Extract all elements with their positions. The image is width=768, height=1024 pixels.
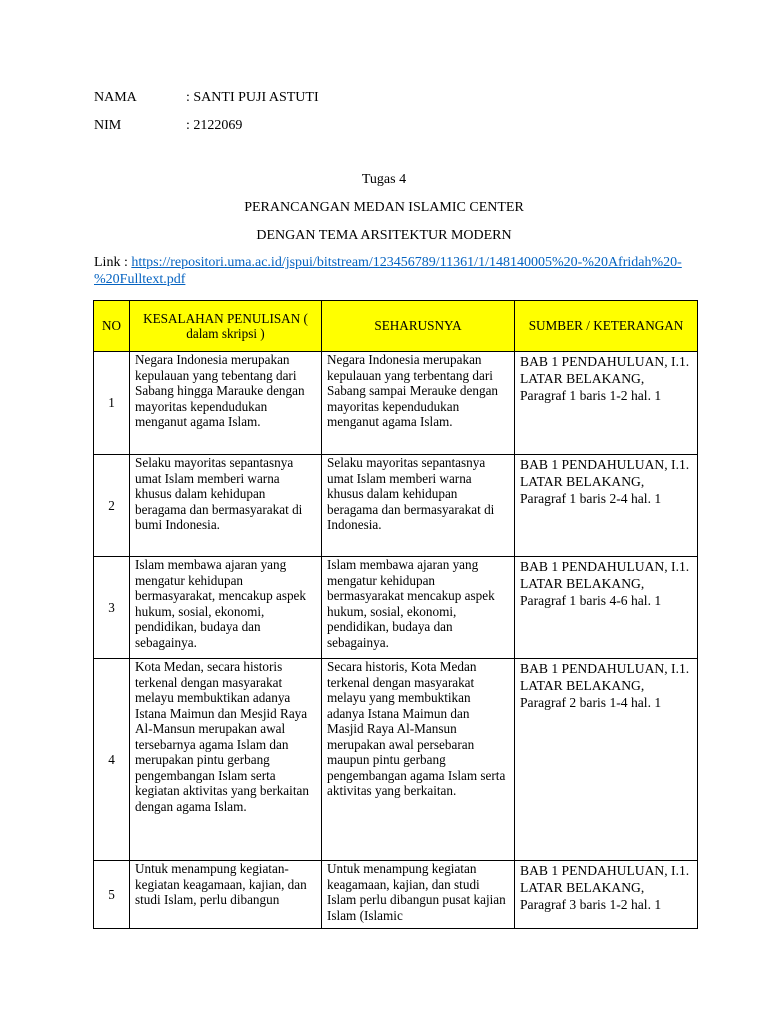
header-error: KESALAHAN PENULISAN ( dalam skripsi ) <box>130 301 322 352</box>
row-error-text: Negara Indonesia merupakan kepulauan yang tebentang dari Sabang hingga Marauke dengan mayoritas kependudukan menganut agama Islam. <box>130 352 322 455</box>
nim-value: : 2122069 <box>186 118 243 133</box>
header-correct: SEHARUSNYA <box>322 301 515 352</box>
row-number: 1 <box>94 352 130 455</box>
name-value: : SANTI PUJI ASTUTI <box>186 90 319 105</box>
row-source-text: BAB 1 PENDAHULUAN, I.1. LATAR BELAKANG, Paragraf 2 baris 1-4 hal. 1 <box>515 659 698 861</box>
nim-row <box>94 118 242 134</box>
source-link[interactable]: https://repositori.uma.ac.id/jspui/bitstream/123456789/11361/1/148140005%20-%20Afridah%20-%20Fulltext.pdf <box>94 255 682 287</box>
header-source: SUMBER / KETERANGAN <box>515 301 698 352</box>
row-correct-text: Negara Indonesia merupakan kepulauan yang terbentang dari Sabang sampai Merauke dengan mayoritas kependudukan menganut agama Islam. <box>322 352 515 455</box>
table-row <box>94 659 698 861</box>
nim-label: NIM <box>94 118 122 133</box>
row-correct-text: Islam membawa ajaran yang mengatur kehidupan bermasyarakat mencakup aspek hukum, sosial, ekonomi, pendidikan, budaya dan sebagainya. <box>322 557 515 659</box>
row-correct-text: Untuk menampung kegiatan keagamaan, kajian, dan studi Islam perlu dibangun pusat kajian Islam (Islamic <box>322 861 515 929</box>
row-number: 5 <box>94 861 130 929</box>
row-number: 2 <box>94 455 130 557</box>
name-row <box>94 90 319 106</box>
table-row <box>94 557 698 659</box>
row-source-text: BAB 1 PENDAHULUAN, I.1. LATAR BELAKANG, Paragraf 1 baris 4-6 hal. 1 <box>515 557 698 659</box>
table-row <box>94 861 698 929</box>
row-error-text: Selaku mayoritas sepantasnya umat Islam memberi warna khusus dalam kehidupan beragama dan bermasyarakat di bumi Indonesia. <box>130 455 322 557</box>
table-row <box>94 352 698 455</box>
header-no: NO <box>94 301 130 352</box>
title-line-2: DENGAN TEMA ARSITEKTUR MODERN <box>256 228 512 243</box>
row-source-text: BAB 1 PENDAHULUAN, I.1. LATAR BELAKANG, Paragraf 3 baris 1-2 hal. 1 <box>515 861 698 929</box>
name-label: NAMA <box>94 90 137 105</box>
table-row <box>94 455 698 557</box>
link-label: Link : <box>94 255 132 270</box>
row-error-text: Untuk menampung kegiatan-kegiatan keagamaan, kajian, dan studi Islam, perlu dibangun <box>130 861 322 929</box>
row-error-text: Islam membawa ajaran yang mengatur kehidupan bermasyarakat, mencakup aspek hukum, sosial, ekonomi, pendidikan, budaya dan sebagainya. <box>130 557 322 659</box>
table-header-row <box>94 301 698 352</box>
title-line-1: PERANCANGAN MEDAN ISLAMIC CENTER <box>244 200 524 215</box>
row-source-text: BAB 1 PENDAHULUAN, I.1. LATAR BELAKANG, Paragraf 1 baris 2-4 hal. 1 <box>515 455 698 557</box>
assignment-label: Tugas 4 <box>361 172 407 187</box>
link-paragraph <box>94 254 694 288</box>
row-source-text: BAB 1 PENDAHULUAN, I.1. LATAR BELAKANG, Paragraf 1 baris 1-2 hal. 1 <box>515 352 698 455</box>
row-error-text: Kota Medan, secara historis terkenal dengan masyarakat melayu membuktikan adanya Istana Maimun dan Mesjid Raya Al-Mansun merupakan awal tersebarnya agama Islam dan merupakan pintu gerbang pengembangan Islam serta kegiatan aktivitas yang berkaitan dengan agama Islam. <box>130 659 322 861</box>
row-correct-text: Secara historis, Kota Medan terkenal dengan masyarakat melayu yang membuktikan adanya Istana Maimun dan Masjid Raya Al-Mansun merupakan awal persebaran maupun pintu gerbang pengembangan agama Islam serta aktivitas yang berkaitan. <box>322 659 515 861</box>
row-number: 3 <box>94 557 130 659</box>
row-correct-text: Selaku mayoritas sepantasnya umat Islam memberi warna khusus dalam kehidupan beragama dan bermasyarakat di Indonesia. <box>322 455 515 557</box>
errata-table <box>93 300 698 929</box>
row-number: 4 <box>94 659 130 861</box>
